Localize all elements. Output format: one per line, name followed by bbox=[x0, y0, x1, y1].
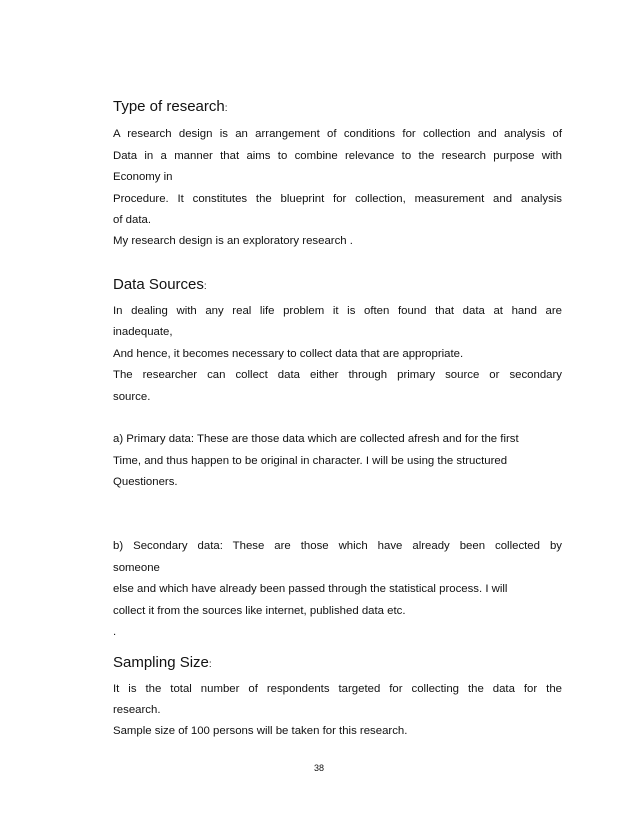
paragraph-line: Sample size of 100 persons will be taken for this research. bbox=[113, 725, 408, 737]
heading-data-sources bbox=[113, 276, 207, 296]
paragraph-line: research. bbox=[113, 704, 161, 716]
paragraph-line: The researcher can collect data either through primary source or secondary bbox=[113, 369, 562, 381]
paragraph-line: source. bbox=[113, 391, 151, 403]
paragraph-line: inadequate, bbox=[113, 326, 173, 338]
paragraph-line: It is the total number of respondents targeted for collecting the data for the bbox=[113, 683, 562, 695]
heading-sampling-size bbox=[113, 654, 212, 674]
heading-text: Sampling Size bbox=[113, 654, 209, 671]
heading-text: Type of research bbox=[113, 98, 225, 115]
paragraph-line: A research design is an arrangement of conditions for collection and analysis of bbox=[113, 128, 562, 140]
paragraph-line: b) Secondary data: These are those which have already been collected by bbox=[113, 540, 562, 552]
paragraph-line: Time, and thus happen to be original in character. I will be using the structured bbox=[113, 455, 508, 467]
heading-colon: : bbox=[208, 659, 212, 670]
paragraph-line: Procedure. It constitutes the blueprint for collection, measurement and analysis bbox=[113, 193, 562, 205]
paragraph-line: Data in a manner that aims to combine relevance to the research purpose with bbox=[113, 150, 562, 162]
paragraph-line: of data. bbox=[113, 214, 151, 226]
paragraph-line: Economy in bbox=[113, 171, 173, 183]
paragraph-line: Questioners. bbox=[113, 476, 178, 488]
paragraph-line: a) Primary data: These are those data which are collected afresh and for the first bbox=[113, 433, 519, 445]
heading-type-of-research bbox=[113, 98, 228, 118]
paragraph-line: . bbox=[113, 626, 117, 638]
paragraph-line: collect it from the sources like internet, published data etc. bbox=[113, 605, 406, 617]
paragraph-line: My research design is an exploratory research . bbox=[113, 235, 353, 247]
heading-colon: : bbox=[224, 103, 228, 114]
heading-colon: : bbox=[203, 281, 207, 292]
paragraph-line: In dealing with any real life problem it is often found that data at hand are bbox=[113, 305, 562, 317]
paragraph-line: And hence, it becomes necessary to collect data that are appropriate. bbox=[113, 348, 464, 360]
page-number: 38 bbox=[313, 763, 324, 773]
paragraph-line: someone bbox=[113, 562, 160, 574]
heading-text: Data Sources bbox=[113, 276, 204, 293]
paragraph-line: else and which have already been passed through the statistical process. I will bbox=[113, 583, 508, 595]
